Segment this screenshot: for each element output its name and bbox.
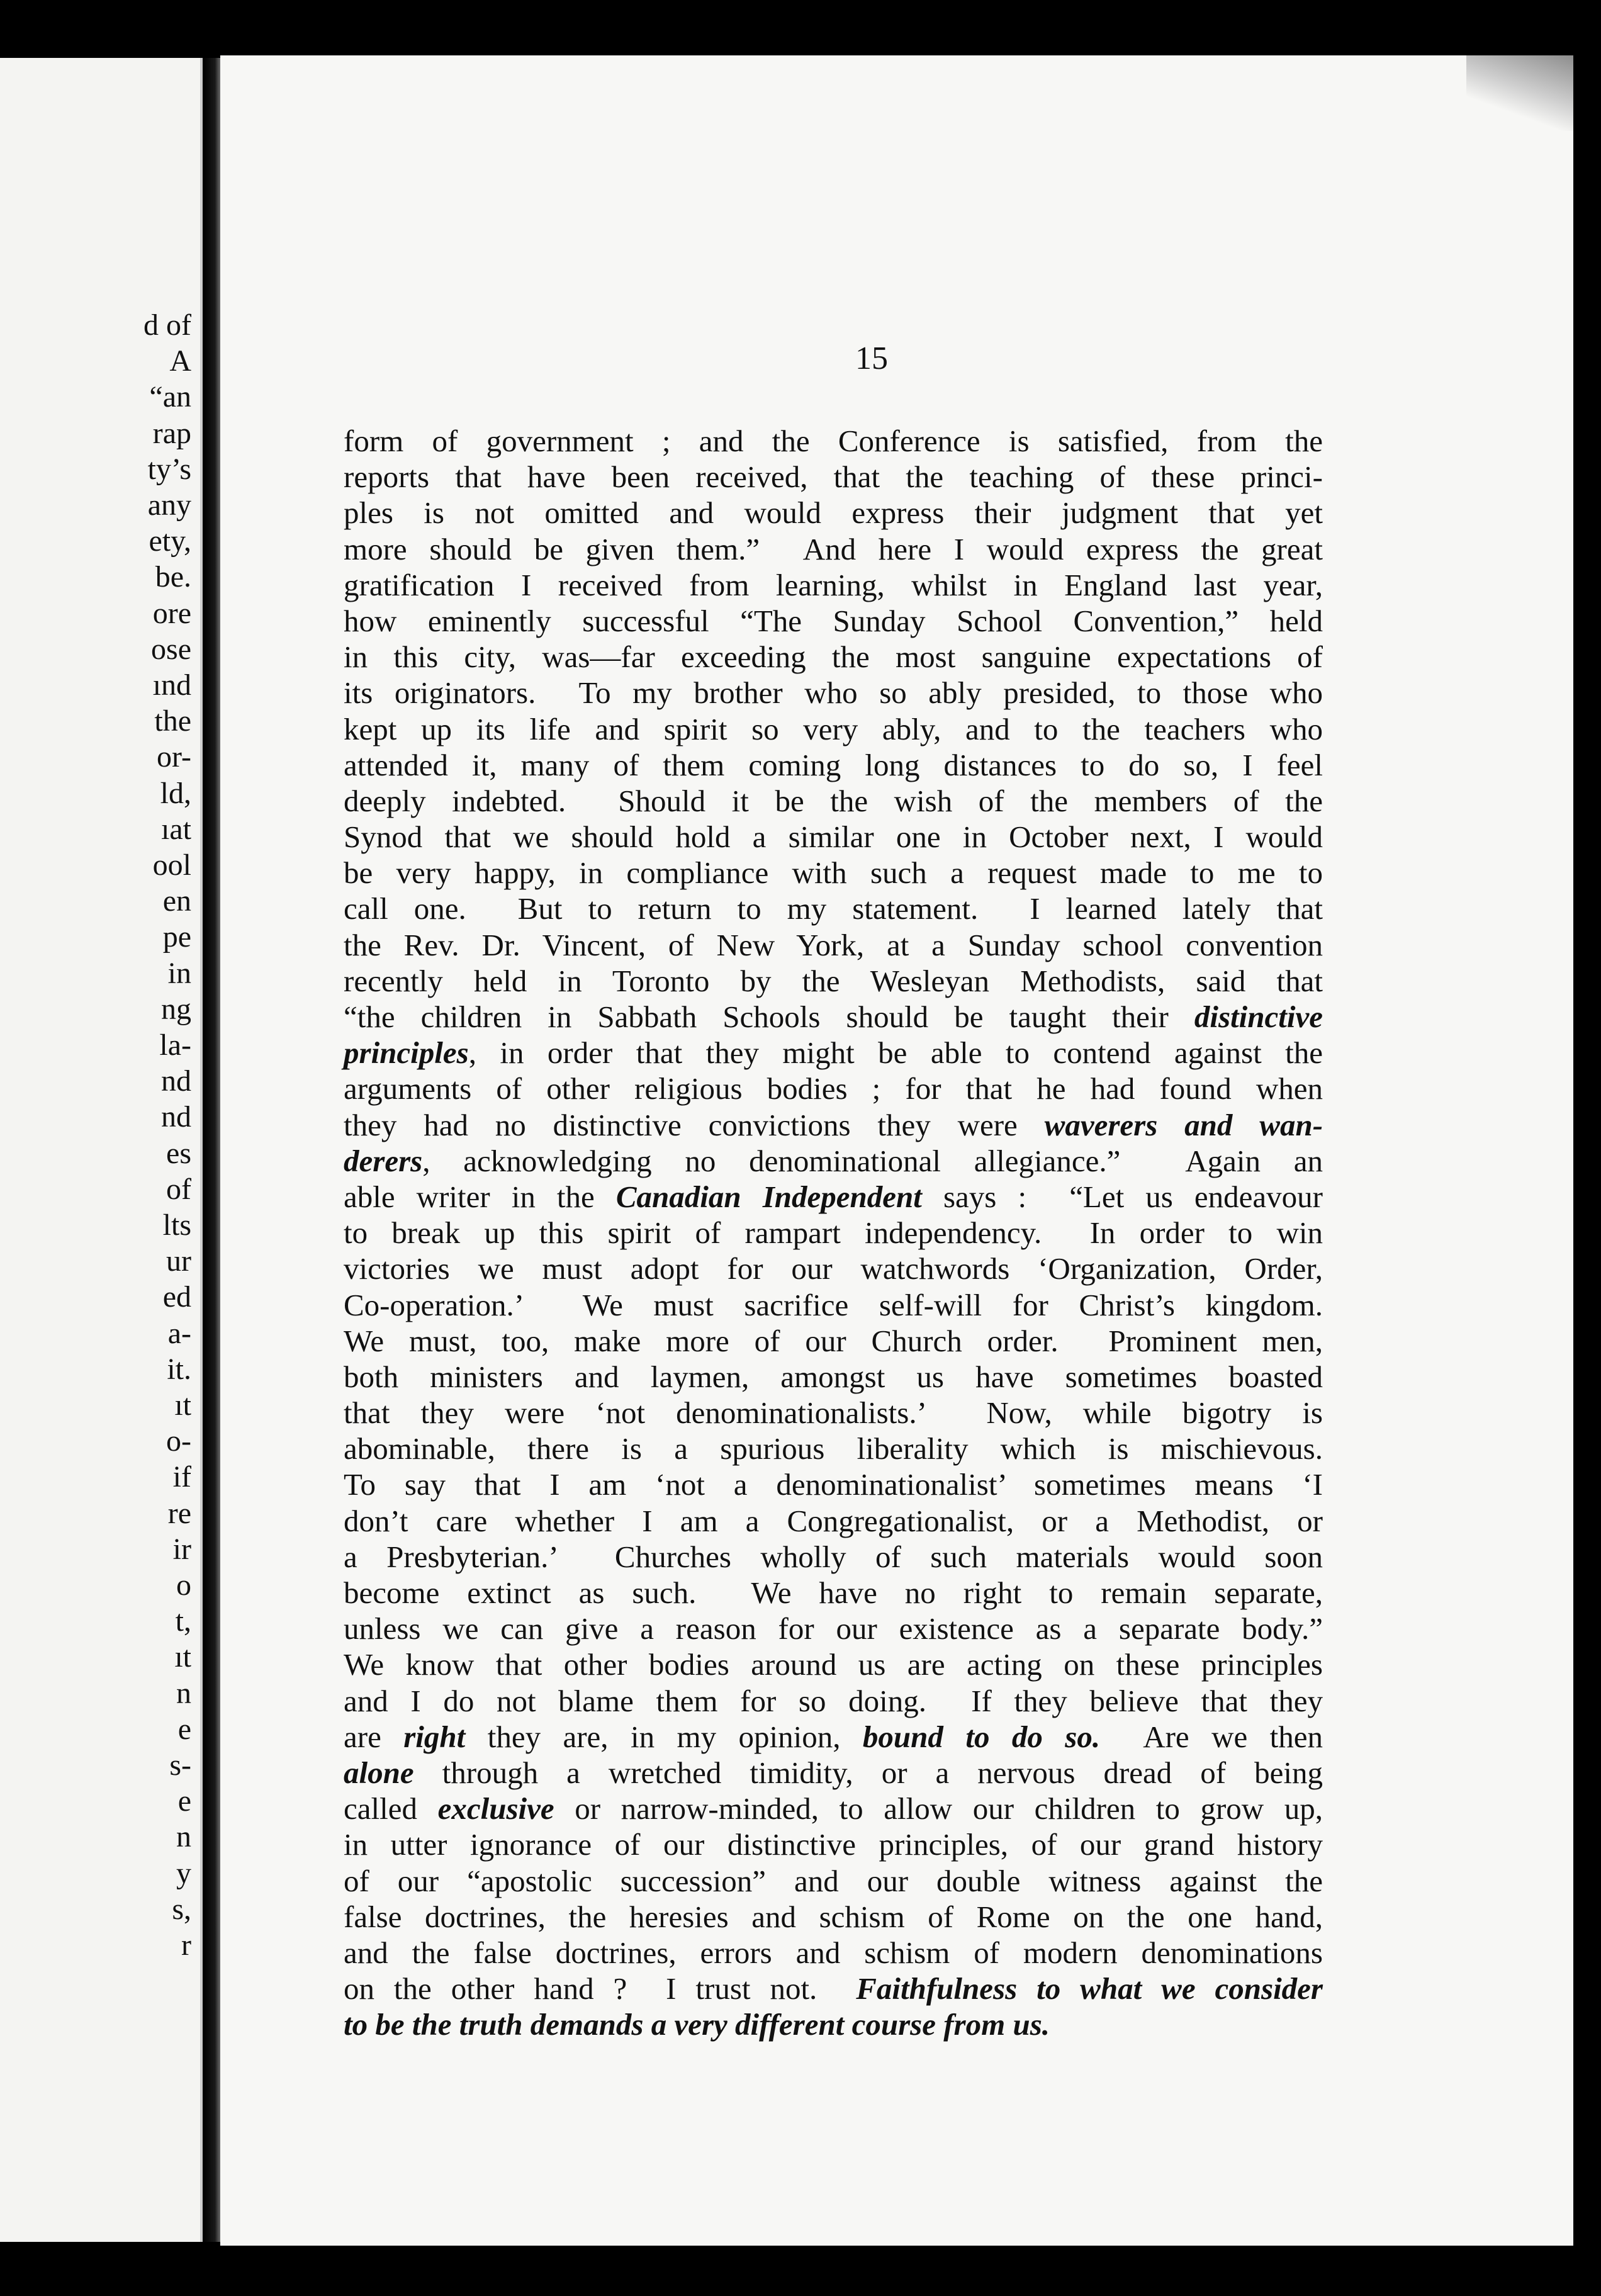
previous-page-fragment [0, 58, 203, 2242]
italic-phrase: Faithfulness to what we consider [856, 1971, 1323, 2006]
fragment-text: the [154, 704, 191, 738]
text-run: in utter ignorance of our distinctive principles, of our grand history [344, 1827, 1323, 1862]
italic-phrase: derers [344, 1143, 423, 1178]
fragment-text: lts [162, 1208, 191, 1242]
text-run: don’t care whether I am a Congregationalist, or a Methodist, or [344, 1503, 1323, 1538]
text-line [344, 531, 1323, 567]
fragment-text: s, [172, 1892, 191, 1926]
fragment-text: en [162, 884, 191, 918]
text-run: to break up this spirit of rampart independency. In order to win [344, 1215, 1323, 1251]
text-run: and I do not blame them for so doing. If they believe that they [344, 1683, 1323, 1718]
text-line [344, 2006, 1323, 2042]
text-line [344, 423, 1323, 459]
fragment-text: a- [167, 1316, 191, 1350]
text-line [344, 1755, 1323, 1791]
text-run: on the other hand ? I trust not. [344, 1971, 857, 2006]
fragment-text: “an [149, 380, 191, 414]
text-line [344, 1646, 1323, 1682]
fragment-text: e [177, 1712, 191, 1746]
page-number: 15 [855, 340, 888, 376]
italic-phrase: to be the truth demands a very different course from us. [344, 2007, 1050, 2042]
text-run: We must, too, make more of our Church order. Prominent men, [344, 1323, 1323, 1358]
fragment-text: s- [169, 1748, 191, 1782]
fragment-text: ur [166, 1244, 191, 1278]
text-line [344, 1791, 1323, 1826]
text-line [344, 1935, 1323, 1971]
fragment-text: ir [172, 1532, 191, 1566]
text-line [344, 1359, 1323, 1395]
text-run: Synod that we should hold a similar one in October next, I would [344, 819, 1323, 855]
text-line [344, 459, 1323, 495]
fragment-text: y [176, 1856, 191, 1890]
text-run: become extinct as such. We have no right to remain separate, [344, 1575, 1323, 1610]
text-run: says : “Let us endeavour [921, 1179, 1323, 1214]
text-line [344, 783, 1323, 819]
text-line [344, 855, 1323, 891]
italic-phrase: principles [344, 1035, 469, 1071]
fragment-text: ety, [149, 524, 191, 558]
text-run: kept up its life and spirit so very ably, and to the teachers who [344, 711, 1323, 746]
text-run: a Presbyterian.’ Churches wholly of such materials would soon [344, 1539, 1323, 1574]
text-line [344, 1719, 1323, 1755]
text-line [344, 1179, 1323, 1215]
text-run: abominable, there is a spurious liberality which is mischievous. [344, 1431, 1323, 1466]
text-line [344, 1863, 1323, 1899]
text-run: arguments of other religious bodies ; for that he had found when [344, 1071, 1323, 1106]
text-run: victories we must adopt for our watchwords ‘Organization, Order, [344, 1251, 1323, 1286]
text-run: ples is not omitted and would express their judgment that yet [344, 495, 1323, 531]
fragment-text: ıat [161, 812, 191, 846]
text-line [344, 1215, 1323, 1251]
text-line [344, 1035, 1323, 1071]
text-run: in this city, was—far exceeding the most sanguine expectations of [344, 639, 1323, 675]
text-run: deeply indebted. Should it be the wish of the members of the [344, 783, 1323, 818]
fragment-text: or- [156, 740, 191, 774]
text-run: gratification I received from learning, whilst in England last year, [344, 567, 1323, 602]
text-line [344, 1503, 1323, 1539]
text-line [344, 1611, 1323, 1646]
text-line [344, 1683, 1323, 1719]
text-line [344, 603, 1323, 639]
fragment-text: ıt [174, 1640, 191, 1674]
fragment-text: r [181, 1928, 191, 1962]
text-run: form of government ; and the Conference is satisfied, from the [344, 424, 1323, 458]
fragment-text: t, [175, 1604, 191, 1638]
fragment-text: ng [161, 992, 191, 1026]
text-run: , in order that they might be able to contend against the [468, 1035, 1323, 1071]
text-run: be very happy, in compliance with such a request made to me to [344, 855, 1323, 891]
text-run: are [344, 1719, 404, 1754]
italic-phrase: waverers and wan- [1044, 1107, 1323, 1142]
text-line [344, 1971, 1323, 2006]
text-line [344, 999, 1323, 1035]
text-line [344, 1899, 1323, 1935]
fragment-text: A [169, 344, 191, 378]
text-run: of our “apostolic succession” and our double witness against the [344, 1863, 1323, 1898]
text-line [344, 675, 1323, 711]
text-run: they are, in my opinion, [465, 1719, 863, 1754]
text-line [344, 1107, 1323, 1143]
text-run: or narrow-minded, to allow our children to grow up, [554, 1791, 1323, 1826]
fragment-text: d of [143, 308, 191, 342]
fragment-text: if [172, 1460, 191, 1494]
fragment-text: ty’s [147, 452, 191, 486]
italic-phrase: right [403, 1719, 466, 1754]
text-run: We know that other bodies around us are acting on these principles [344, 1647, 1323, 1682]
fragment-text: ld, [160, 776, 191, 810]
text-run: “the children in Sabbath Schools should be taught their [344, 999, 1194, 1034]
italic-phrase: bound to do so. [862, 1719, 1101, 1754]
fragment-text: n [176, 1820, 191, 1854]
text-run: recently held in Toronto by the Wesleyan Methodists, said that [344, 963, 1323, 998]
text-line [344, 1323, 1323, 1359]
fragment-text: pe [162, 920, 191, 954]
text-line [344, 819, 1323, 855]
text-run: more should be given them.” And here I would express the great [344, 531, 1323, 566]
text-line [344, 711, 1323, 747]
text-run: Co-operation.’ We must sacrifice self-will for Christ’s kingdom. [344, 1287, 1323, 1322]
text-line [344, 963, 1323, 999]
text-run: how eminently successful “The Sunday School Convention,” held [344, 603, 1323, 638]
fragment-text: rap [152, 416, 191, 450]
italic-phrase: exclusive [437, 1791, 554, 1826]
text-run: both ministers and laymen, amongst us have sometimes boasted [344, 1359, 1323, 1394]
fragment-text: ınd [152, 668, 191, 702]
fragment-text: o [176, 1568, 191, 1602]
text-line [344, 1539, 1323, 1575]
text-run: called [344, 1791, 438, 1826]
fragment-text: ıt [174, 1388, 191, 1422]
fragment-text: es [166, 1136, 191, 1170]
text-run: through a wretched timidity, or a nervous dread of being [413, 1755, 1323, 1790]
fragment-text: la- [159, 1028, 191, 1062]
text-run: Are we then [1100, 1719, 1323, 1754]
fragment-text: o- [166, 1424, 191, 1458]
text-run: and the false doctrines, errors and schism of modern denominations [344, 1935, 1323, 1970]
book-page [220, 55, 1573, 2246]
body-text [344, 423, 1323, 2042]
text-line [344, 567, 1323, 603]
text-run: able writer in the [344, 1179, 616, 1214]
fragment-text: of [166, 1172, 191, 1206]
text-run: false doctrines, the heresies and schism of Rome on the one hand, [344, 1899, 1323, 1934]
fragment-text: e [177, 1784, 191, 1818]
text-run: reports that have been received, that the teaching of these princi- [344, 459, 1323, 495]
fragment-text: ore [152, 596, 191, 630]
text-run: , acknowledging no denominational allegiance.” Again an [422, 1143, 1323, 1178]
text-run: unless we can give a reason for our existence as a separate body.” [344, 1611, 1323, 1646]
text-line [344, 1287, 1323, 1323]
page-corner-curl [1466, 55, 1573, 131]
text-line [344, 1395, 1323, 1431]
fragment-text: in [167, 956, 191, 990]
italic-phrase: distinctive [1194, 999, 1323, 1034]
fragment-text: ool [152, 848, 191, 882]
text-line [344, 1466, 1323, 1502]
text-run: To say that I am ‘not a denominationalist’ sometimes means ‘I [344, 1467, 1323, 1502]
text-line [344, 1251, 1323, 1286]
text-line [344, 1826, 1323, 1862]
fragment-text: nd [161, 1064, 191, 1098]
fragment-text: re [167, 1496, 191, 1530]
fragment-text: nd [161, 1100, 191, 1134]
text-line [344, 1143, 1323, 1179]
fragment-text: be. [155, 560, 191, 594]
book-binding-gutter [203, 58, 220, 2242]
fragment-text: any [147, 488, 191, 522]
text-line [344, 1575, 1323, 1611]
text-line [344, 1071, 1323, 1106]
text-line [344, 891, 1323, 926]
text-run: they had no distinctive convictions they were [344, 1107, 1045, 1142]
text-run: that they were ‘not denominationalists.’ Now, while bigotry is [344, 1395, 1323, 1431]
text-run: attended it, many of them coming long distances to do so, I feel [344, 747, 1323, 782]
fragment-text: ed [162, 1280, 191, 1314]
text-line [344, 1431, 1323, 1466]
fragment-text: n [176, 1676, 191, 1710]
text-line [344, 639, 1323, 675]
text-line [344, 495, 1323, 531]
text-run: call one. But to return to my statement. I learned lately that [344, 891, 1323, 926]
italic-phrase: alone [344, 1755, 414, 1790]
fragment-text: it. [167, 1352, 191, 1386]
italic-phrase: Canadian Independent [615, 1179, 922, 1214]
text-line [344, 747, 1323, 783]
fragment-text: ose [151, 632, 191, 666]
text-run: its originators. To my brother who so ably presided, to those who [344, 675, 1323, 711]
text-line [344, 927, 1323, 963]
text-run: the Rev. Dr. Vincent, of New York, at a Sunday school convention [344, 927, 1323, 962]
